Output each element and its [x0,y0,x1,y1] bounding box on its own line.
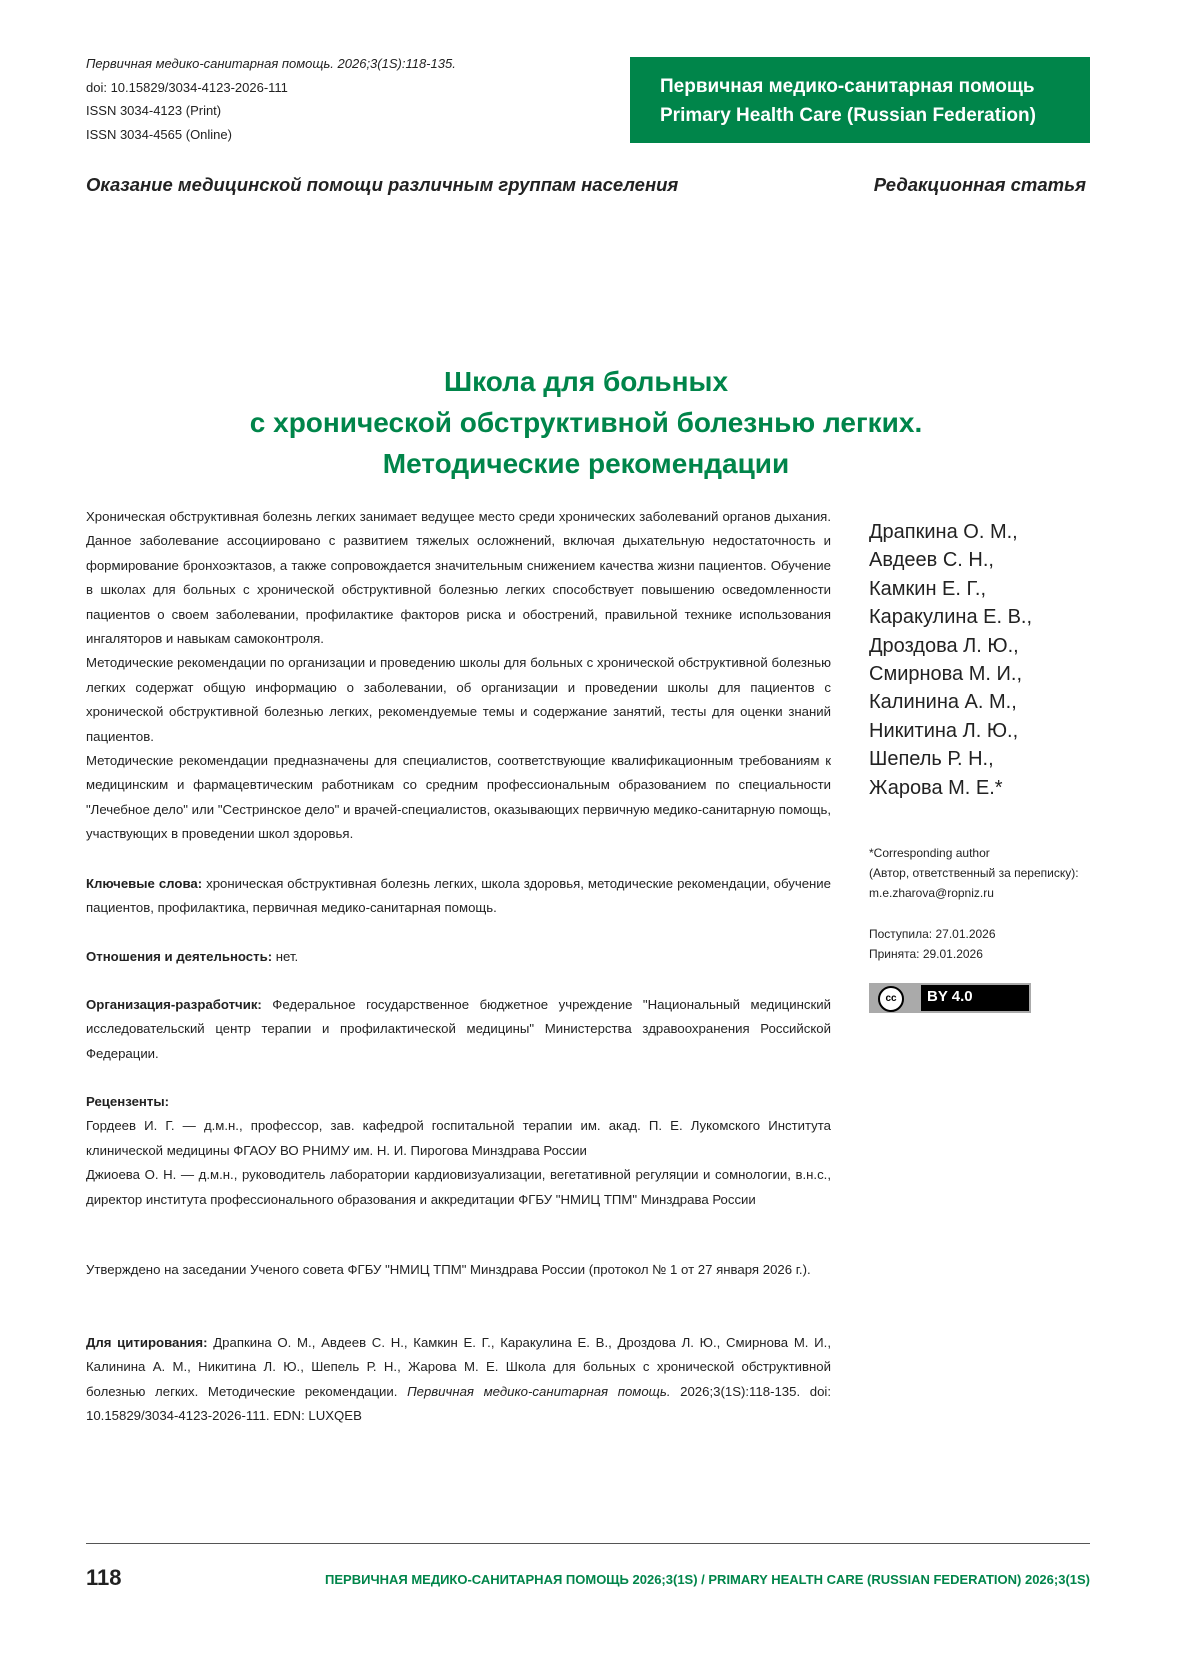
abstract-paragraph: Методические рекомендации предназначены для специалистов, соответствующие квалификационным требованиям к медицинским и фармацевтическим работникам со средним профессиональным образованием по специальности "Лечебное дело" или "Сестринское дело" и врачей-специалистов, оказывающих первичную медико-санитарную помощь, участвующих в проведении школ здоровья. [86,753,831,842]
approval-note [86,1258,831,1282]
journal-name-banner [630,57,1090,143]
corresponding-label-ru: (Автор, ответственный за переписку): [869,866,1079,880]
citation-journal: Первичная медико-санитарная помощь. [407,1383,671,1399]
citation-tail: 2026;3(1S):118-135. doi: 10.15829/3034-4123-2026-111. EDN: LUXQEB [86,1383,832,1424]
corresponding-email[interactable]: m.e.zharova@ropniz.ru [869,886,994,900]
license-label: BY 4.0 [927,988,973,1005]
organization-text: Федеральное государственное бюджетное учреждение "Национальный медицинский исследовательский центр терапии и профилактической медицины" Министерства здравоохранения Российской Федерации. [86,997,831,1061]
article-title [0,361,1172,484]
accepted-date: Принята: 29.01.2026 [869,947,983,961]
corresponding-author [869,843,1079,903]
cc-license-badge[interactable] [869,983,1031,1013]
abstract [86,505,831,847]
doi[interactable]: doi: 10.15829/3034-4123-2026-111 [86,79,288,95]
title-line: Методические рекомендации [382,448,790,479]
reviewers [86,1090,831,1212]
keywords-text: хроническая обструктивная болезнь легких, школа здоровья, методические рекомендации, обучение пациентов, профилактика, первичная медико-санитарная помощь. [86,876,832,916]
section-heading: Оказание медицинской помощи различным группам населения [86,174,679,195]
article-meta [86,52,456,146]
keywords [86,872,831,921]
citation-label: Для цитирования: [86,1335,208,1350]
author-name: Шепель Р. Н., [869,748,994,771]
running-footer: ПЕРВИЧНАЯ МЕДИКО-САНИТАРНАЯ ПОМОЩЬ 2026;3(1S) / PRIMARY HEALTH CARE (RUSSIAN FEDERATION) 2026;3(1S) [325,1572,1090,1587]
journal-name-ru: Первичная медико-санитарная помощь [660,76,1035,97]
title-line: с хронической обструктивной болезнью легких. [249,407,923,438]
article-type: Редакционная статья [873,174,1086,195]
corresponding-label: *Corresponding author [869,846,990,860]
received-date: Поступила: 27.01.2026 [869,927,996,941]
author-name: Калинина А. М., [869,691,1017,714]
author-name: Камкин Е. Г., [869,577,987,600]
organization [86,993,831,1066]
author-name: Каракулина Е. В., [869,606,1033,629]
relations [86,945,831,969]
author-name: Авдеев С. Н., [869,549,994,572]
footer-divider [86,1543,1090,1544]
relations-text: нет. [275,949,299,964]
organization-label: Организация-разработчик: [86,997,262,1012]
author-name: Никитина Л. Ю., [869,719,1019,742]
abstract-paragraph: Хроническая обструктивная болезнь легких занимает ведущее место среди хронических заболеваний органов дыхания. Данное заболевание ассоциировано с развитием тяжелых осложнений, включая дыхательную недостаточность и формирование бронхоэктазов, а также сопровождается значительным снижением качества жизни пациентов. Обучение в школах для больных с хронической обструктивной болезнью легких способствует повышению осведомленности пациентов о своем заболевании, профилактике факторов риска и обострений, правильной технике использования ингаляторов и навыкам самоконтроля. [86,509,831,647]
issn-online: ISSN 3034-4565 (Online) [86,126,232,142]
abstract-paragraph: Методические рекомендации по организации и проведению школы для больных с хронической обструктивной болезнью легких содержат общую информацию о заболевании, об организации и проведении школы для пациентов с хронической обструктивной болезнью легких, рекомендуемые темы и содержание занятий, тесты для оценки знаний пациентов. [86,655,831,744]
page-number: 118 [86,1565,122,1590]
author-name: Драпкина О. М., [869,521,1018,543]
issn-print: ISSN 3034-4123 (Print) [86,103,222,118]
article-dates [869,924,996,964]
relations-label: Отношения и деятельность: [86,949,273,964]
keywords-label: Ключевые слова: [86,876,203,891]
citation [86,1331,831,1429]
creative-commons-icon: cc [878,986,904,1012]
author-name: Жарова М. Е.* [869,776,1003,799]
citation-line: Первичная медико-санитарная помощь. 2026;3(1S):118-135. [86,56,456,71]
title-line: Школа для больных [443,366,729,397]
reviewer: Гордеев И. Г. — д.м.н., профессор, зав. кафедрой госпитальной терапии им. акад. П. Е. Лукомского Института клинической медицины ФГАОУ ВО РНИМУ им. Н. И. Пирогова Минздрава России [86,1118,831,1158]
approval-text: Утверждено на заседании Ученого совета ФГБУ "НМИЦ ТПМ" Минздрава России (протокол № 1 от 27 января 2026 г.). [86,1262,811,1277]
journal-name-en: Primary Health Care (Russian Federation) [660,105,1036,126]
reviewers-label: Рецензенты: [86,1094,170,1109]
reviewer: Джиоева О. Н. — д.м.н., руководитель лаборатории кардиовизуализации, вегетативной регуляции и сомнологии, в.н.с., директор института профессионального образования и аккредитации ФГБУ "НМИЦ ТПМ" Минздрава России [86,1167,831,1207]
author-name: Смирнова М. И., [869,663,1022,686]
author-name: Дроздова Л. Ю., [869,634,1019,657]
citation-text: Драпкина О. М., Авдеев С. Н., Камкин Е. Г., Каракулина Е. В., Дроздова Л. Ю., Смирнова М. И., Калинина А. М., Никитина Л. Ю., Шепель Р. Н., Жарова М. Е. Школа для больных с хронической обструктивной болезнью легких. Методические рекомендации. [86,1335,831,1399]
authors-list [869,518,1032,802]
